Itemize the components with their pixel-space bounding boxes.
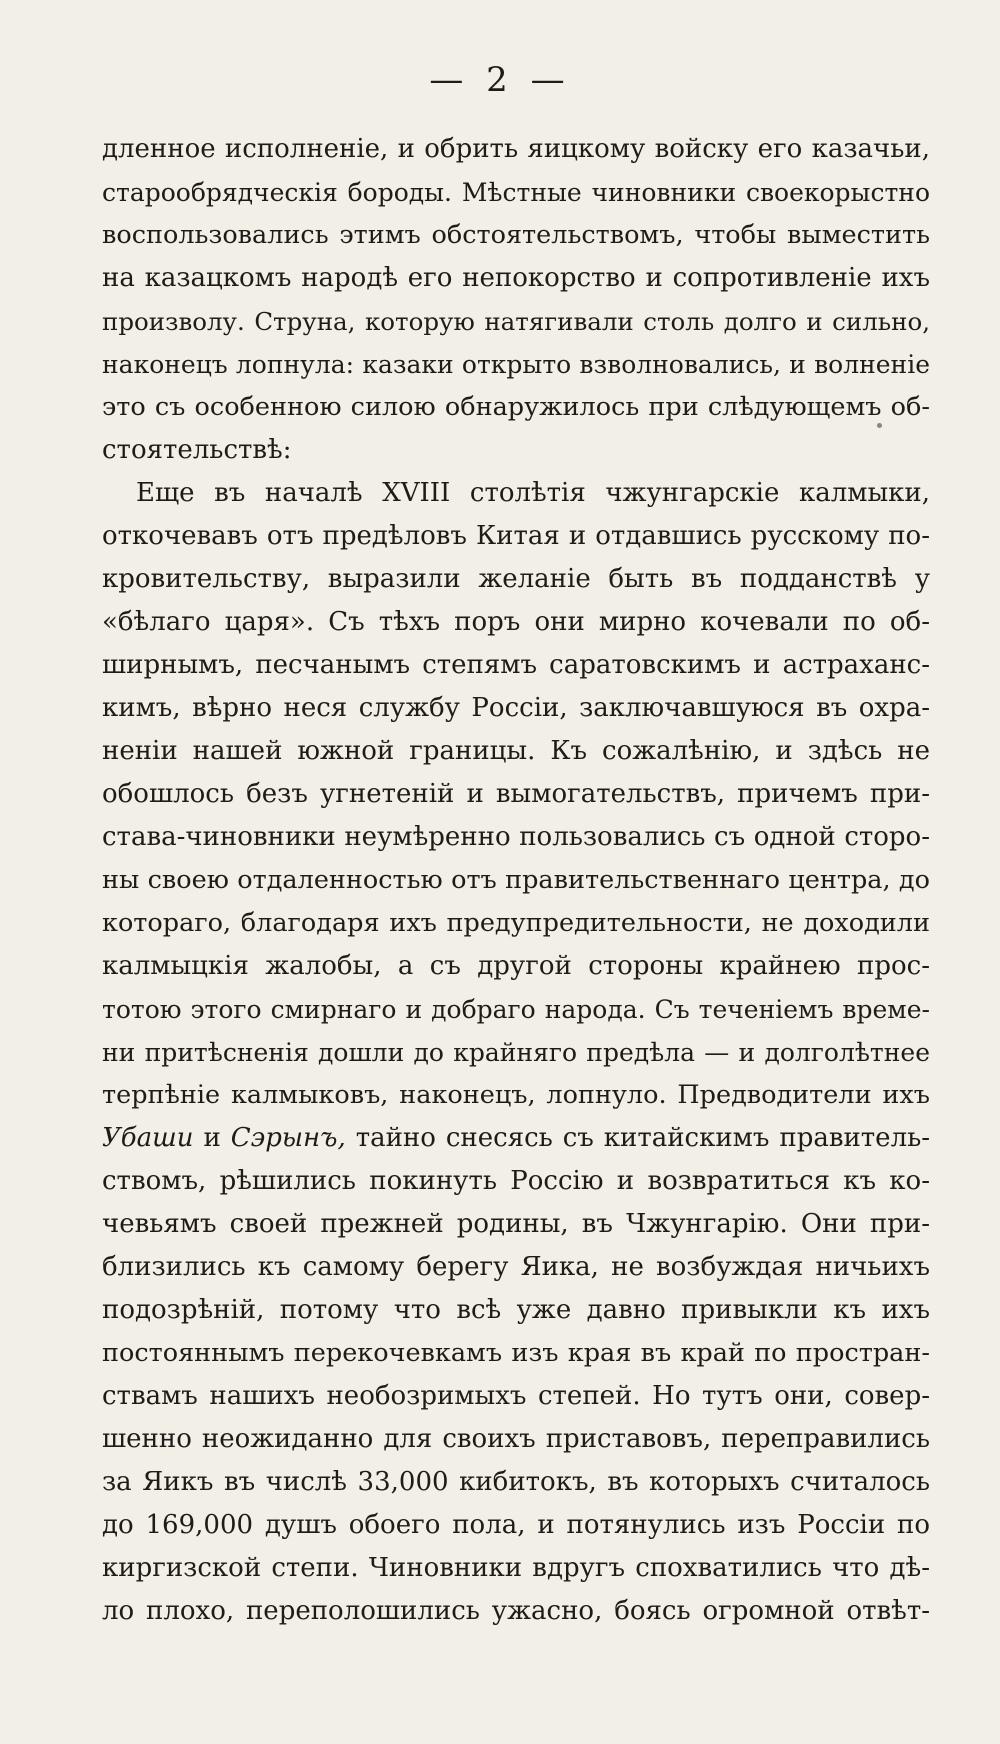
- name-ubashi: Убаши: [102, 1123, 194, 1153]
- text-line: тотою этого смирнаго и добраго народа. Съ теченіемъ време-: [102, 995, 930, 1024]
- text-line: ни притѣсненія дошли до крайняго предѣла — и долголѣтнее: [102, 1038, 930, 1067]
- text-line: кимъ, вѣрно неся службу Россіи, заключавшуюся въ охра-: [102, 693, 930, 723]
- text-line: произволу. Струна, которую натягивали столь долго и сильно,: [102, 307, 930, 336]
- text-line: киргизской степи. Чиновники вдругъ спохватились что дѣ-: [102, 1553, 930, 1583]
- text-line: постояннымъ перекочевкамъ изъ края въ край по простран-: [102, 1338, 930, 1368]
- text-line-rest: тайно снесясь съ китайскимъ правитель-: [355, 1123, 930, 1153]
- text-line: стоятельствѣ:: [102, 435, 292, 465]
- text-line: на казацкомъ народѣ его непокорство и сопротивленіе ихъ: [102, 263, 930, 293]
- text-line: кровительству, выразили желаніе быть въ подданствѣ у: [102, 564, 930, 594]
- text-line: откочевавъ отъ предѣловъ Китая и отдавшись русскому по-: [102, 521, 930, 551]
- text-line: ствамъ нашихъ необозримыхъ степей. Но тутъ они, совер-: [102, 1381, 930, 1411]
- ink-spot: [877, 423, 882, 428]
- text-line: до 169,000 душъ обоего пола, и потянулись изъ Россіи по: [102, 1510, 930, 1540]
- body-text: [102, 128, 930, 1633]
- text-line: ло плохо, переполошились ужасно, боясь огромной отвѣт-: [102, 1596, 930, 1626]
- name-seryn: Сэрынъ,: [230, 1123, 346, 1153]
- text-line: терпѣніе калмыковъ, наконецъ, лопнуло. Предводители ихъ: [102, 1080, 930, 1110]
- text-line: шенно неожиданно для своихъ приставовъ, переправились: [102, 1424, 930, 1454]
- text-line: близились къ самому берегу Яика, не возбуждая ничьихъ: [102, 1252, 930, 1282]
- text-line: наконецъ лопнула: казаки открыто взволновались, и волненіе: [102, 350, 930, 379]
- text-line: подозрѣній, потому что всѣ уже давно привыкли къ ихъ: [102, 1295, 930, 1325]
- text-line: става-чиновники неумѣренно пользовались съ одной сторо-: [102, 822, 930, 852]
- text-line: ствомъ, рѣшились покинуть Россію и возвратиться къ ко-: [102, 1166, 930, 1196]
- text-line: воспользовались этимъ обстоятельствомъ, чтобы выместить: [102, 220, 930, 250]
- text-line: дленное исполненіе, и обрить яицкому войску его казачьи,: [102, 134, 930, 164]
- text-line: неніи нашей южной границы. Къ сожалѣнію, и здѣсь не: [102, 736, 930, 766]
- text-line: это съ особенною силою обнаружилось при слѣдующемъ об-: [102, 392, 930, 422]
- text-line: «бѣлаго царя». Съ тѣхъ поръ они мирно кочевали по об-: [102, 607, 930, 637]
- text-line: калмыцкія жалобы, а съ другой стороны крайнею прос-: [102, 951, 930, 981]
- text-line: за Яикъ въ числѣ 33,000 кибитокъ, въ которыхъ считалось: [102, 1467, 930, 1497]
- text-line: котораго, благодаря ихъ предупредительности, не доходили: [102, 908, 930, 938]
- page-number: — 2 —: [429, 60, 571, 100]
- text-line: ны своею отдаленностью отъ правительственнаго центра, до: [102, 865, 930, 895]
- text-line: старообрядческія бороды. Мѣстные чиновники своекорыстно: [102, 178, 930, 207]
- text-line: ширнымъ, песчанымъ степямъ саратовскимъ и астраханс-: [102, 650, 930, 680]
- text-line: обошлось безъ угнетеній и вымогательствъ, причемъ при-: [102, 779, 930, 809]
- paragraph-start-line: Еще въ началѣ XVIII столѣтія чжунгарскіе калмыки,: [136, 478, 930, 508]
- text-line-with-names: [102, 1117, 930, 1160]
- conjunction: и: [203, 1123, 221, 1153]
- text-line: чевьямъ своей прежней родины, въ Чжунгарію. Они при-: [102, 1209, 930, 1239]
